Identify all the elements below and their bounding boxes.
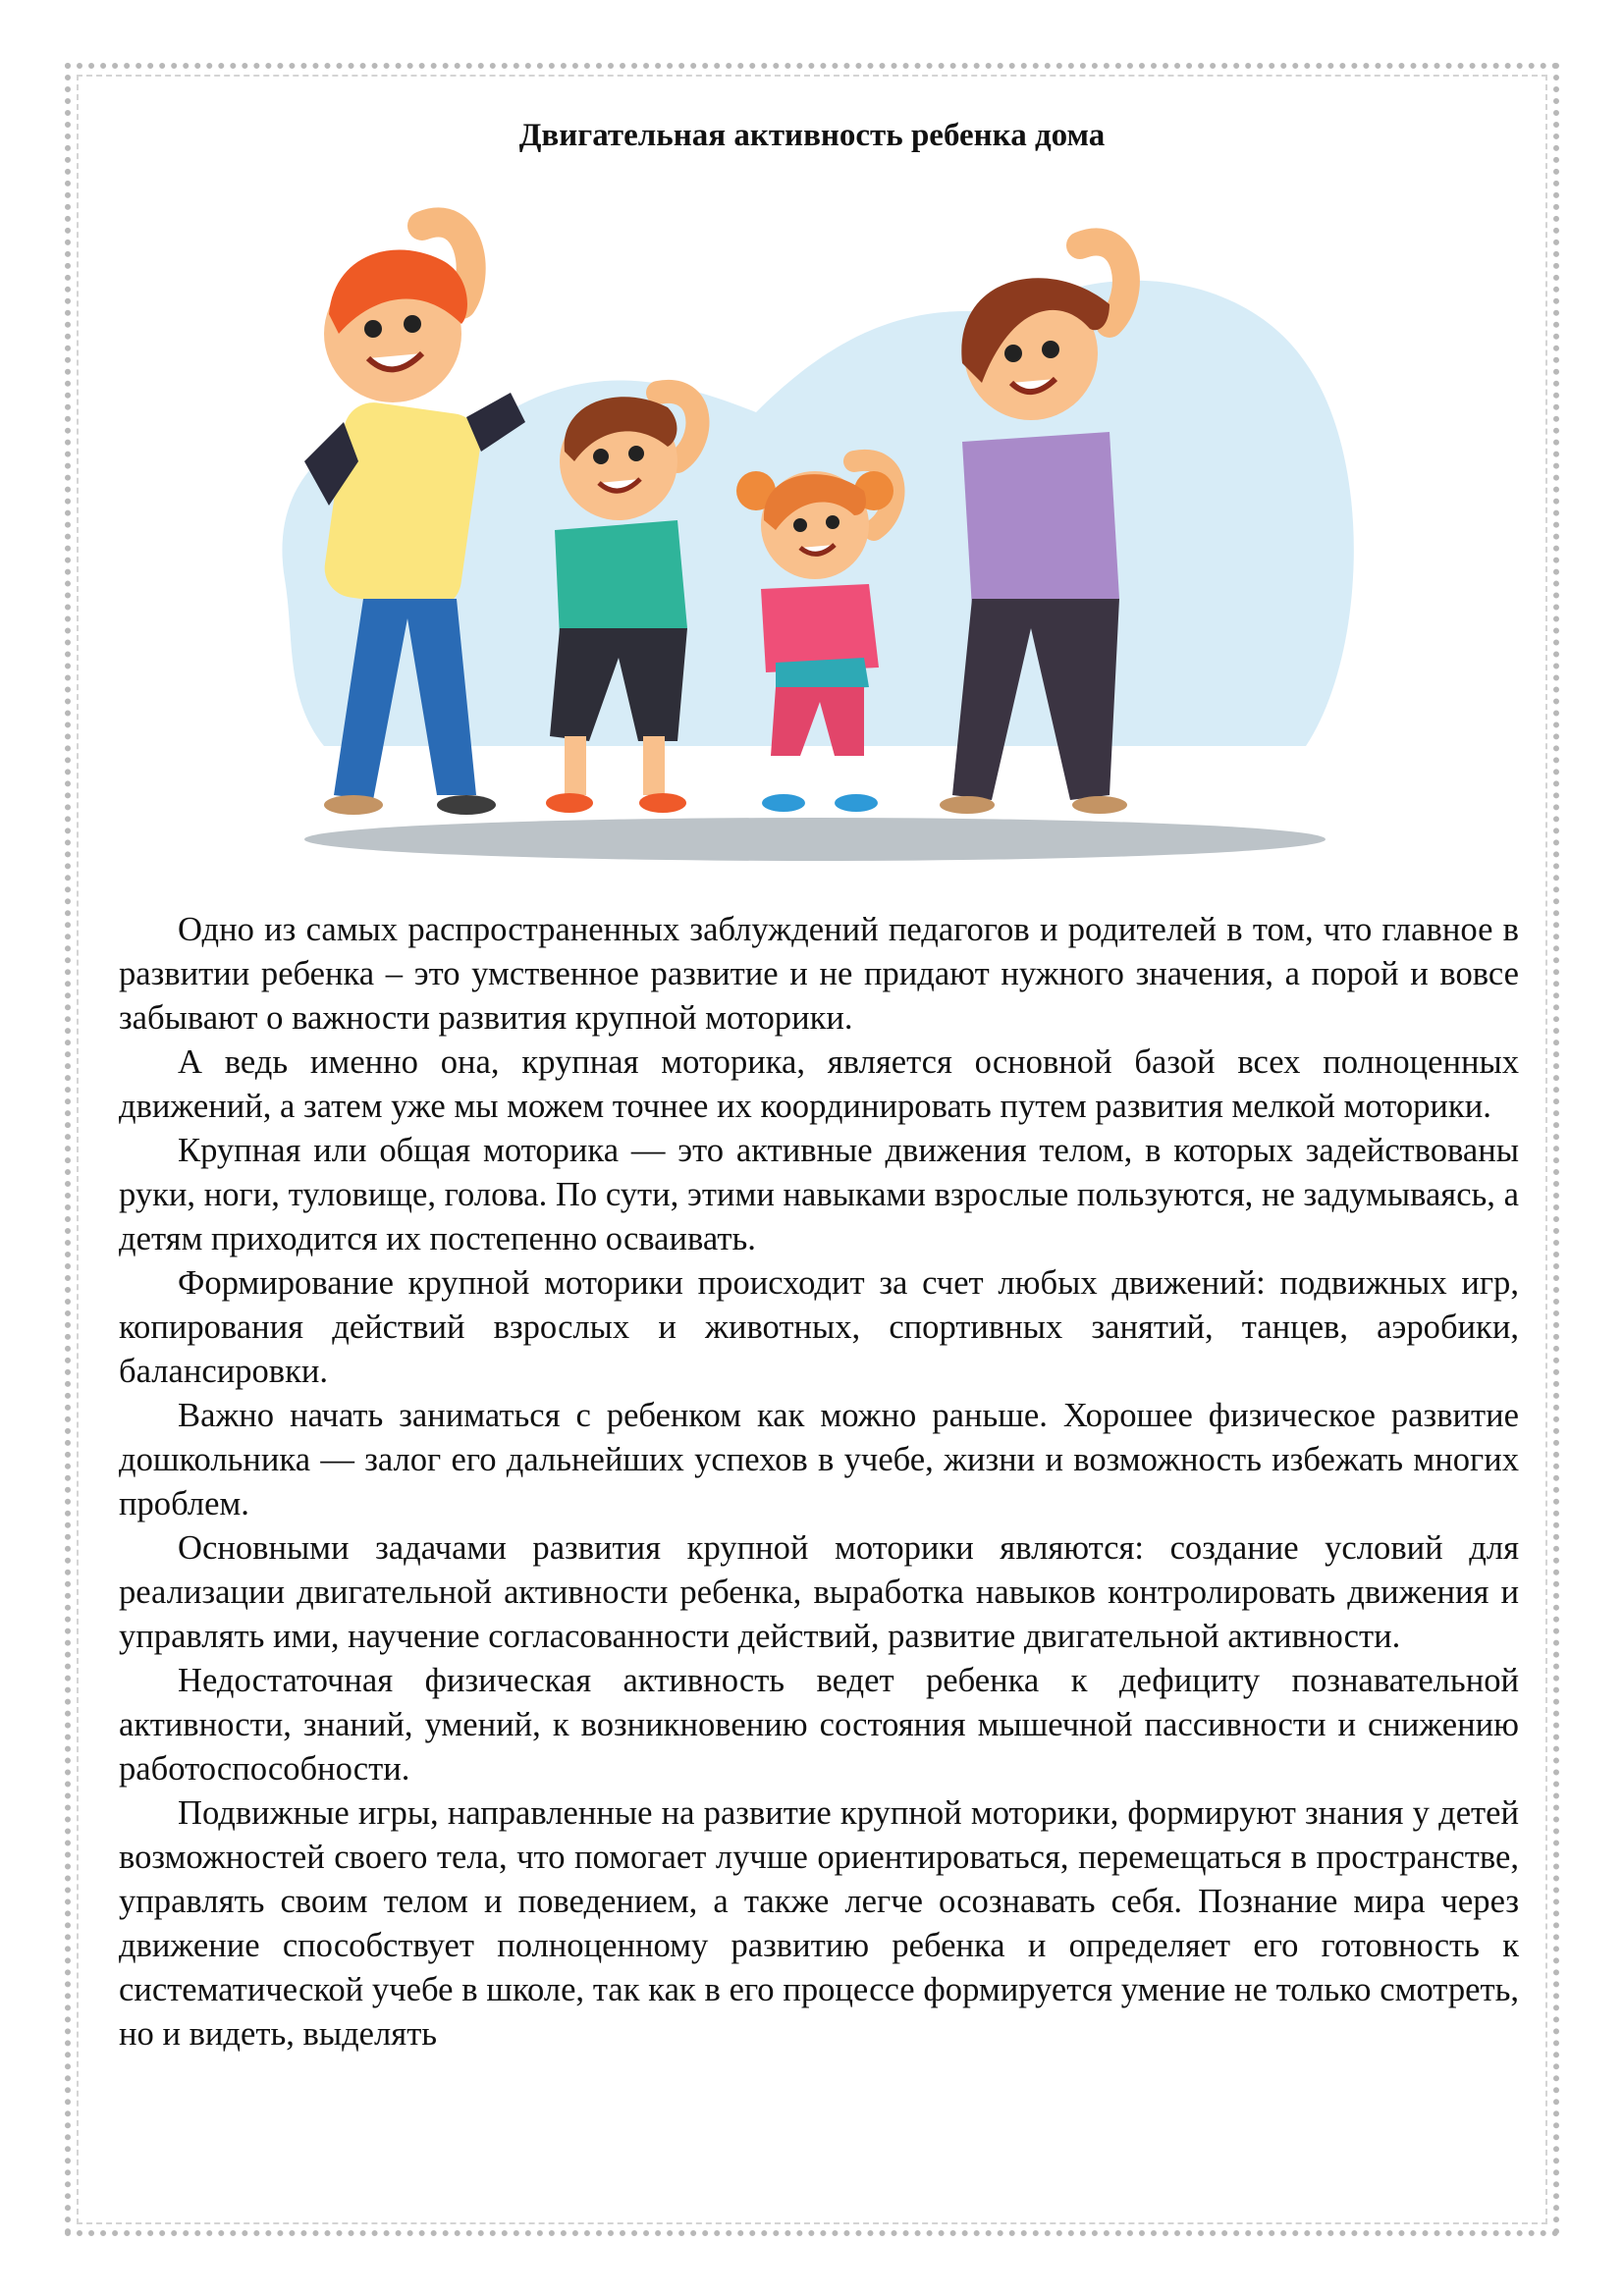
- article-body: [119, 908, 1519, 2056]
- paragraph: Одно из самых распространенных заблуждений педагогов и родителей в том, что главное в развитии ребенка – это умственное развитие и не придают нужного значения, а порой и вовсе забывают о важности развития крупной моторики.: [119, 911, 1519, 1037]
- paragraph: Подвижные игры, направленные на развитие крупной моторики, формируют знания у детей возможностей своего тела, что помогает лучше ориентироваться, перемещаться в пространстве, управлять своим телом и поведением, а также легче осознавать себя. Познание мира через движение способствует полноценному развитию ребенка и определяет его готовность к систематической учебе в школе, так как в его процессе формируется умение не только смотреть, но и видеть, выделять: [119, 1794, 1519, 2053]
- paragraph: А ведь именно она, крупная моторика, является основной базой всех полноценных движений, а затем уже мы можем точнее их координировать путем развития мелкой моторики.: [119, 1043, 1519, 1125]
- boy-figure: [546, 392, 697, 813]
- paragraph: Основными задачами развития крупной моторики являются: создание условий для реализации двигательной активности ребенка, выработка навыков контролировать движения и управлять ими, научение согласованности действий, развитие двигательной активности.: [119, 1529, 1519, 1655]
- paragraph: Важно начать заниматься с ребенком как можно раньше. Хорошее физическое развитие дошкольника — залог его дальнейших успехов в учебе, жизни и возможность избежать многих проблем.: [119, 1397, 1519, 1522]
- paragraph: Крупная или общая моторика — это активные движения телом, в которых задействованы руки, ноги, туловище, голова. По сути, этими навыками взрослые пользуются, не задумываясь, а детям приходится их постепенно осваивать.: [119, 1132, 1519, 1257]
- page-title: Двигательная активность ребенка дома: [518, 118, 1106, 153]
- paragraph: Формирование крупной моторики происходит за счет любых движений: подвижных игр, копирования действий взрослых и животных, спортивных занятий, танцев, аэробики, балансировки.: [119, 1264, 1519, 1390]
- paragraph: Недостаточная физическая активность ведет ребенка к дефициту познавательной активности, знаний, умений, к возникновению состояния мышечной пассивности и снижению работоспособности.: [119, 1662, 1519, 1788]
- family-exercise-illustration: [245, 167, 1384, 869]
